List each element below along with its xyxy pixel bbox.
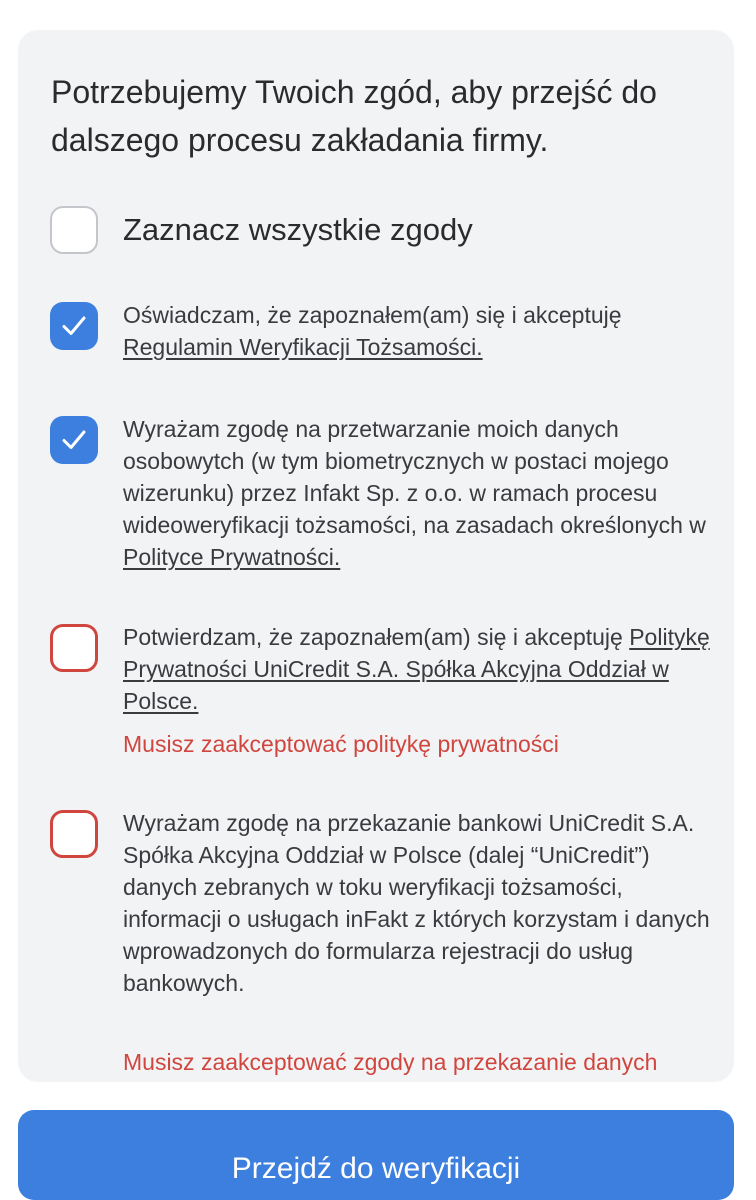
- consent-text-part: Wyrażam zgodę na przekazanie bankowi UniCredit S.A. Spółka Akcyjna Oddział w Polsce (dalej “UniCredit”) danych zebranych w toku weryfikacji tożsamości, informacji o usługach inFakt z których korzystam i danych wprowadzonych do formularza rejestracji do usług bankowych.: [123, 810, 710, 996]
- check-icon: [62, 429, 86, 451]
- consent-checkbox-unicredit-privacy[interactable]: [50, 624, 98, 672]
- consent-card: [18, 30, 734, 1082]
- select-all-label[interactable]: Zaznacz wszystkie zgody: [123, 212, 473, 247]
- check-icon: [62, 315, 86, 337]
- unicredit-privacy-policy-link[interactable]: Politykę Prywatności UniCredit S.A. Spółka Akcyjna Oddział w Polsce.: [123, 624, 710, 714]
- consent-text-biometric-data: [123, 413, 723, 573]
- error-message-data-transfer: Musisz zaakceptować zgody na przekazanie danych: [123, 1049, 658, 1075]
- privacy-policy-link[interactable]: Polityce Prywatności.: [123, 544, 341, 570]
- consent-text-identity-regulation: [123, 299, 723, 363]
- identity-regulation-link[interactable]: Regulamin Weryfikacji Tożsamości.: [123, 334, 483, 360]
- consent-checkbox-data-transfer[interactable]: [50, 810, 98, 858]
- consent-text-data-transfer: [123, 807, 723, 999]
- consent-text-part: Potwierdzam, że zapoznałem(am) się i akceptuję: [123, 624, 630, 650]
- consent-checkbox-identity-regulation[interactable]: [50, 302, 98, 350]
- go-to-verification-button[interactable]: Przejdź do weryfikacji: [18, 1110, 734, 1200]
- error-message-privacy: Musisz zaakceptować politykę prywatności: [123, 731, 559, 757]
- consent-text-part: Oświadczam, że zapoznałem(am) się i akceptuję: [123, 302, 622, 328]
- select-all-checkbox[interactable]: [50, 206, 98, 254]
- consent-text-unicredit-privacy: [123, 621, 723, 717]
- consent-heading: Potrzebujemy Twoich zgód, aby przejść do dalszego procesu zakładania firmy.: [51, 74, 657, 158]
- consent-checkbox-biometric-data[interactable]: [50, 416, 98, 464]
- consent-text-part: Wyrażam zgodę na przetwarzanie moich danych osobowytch (w tym biometrycznych w postaci mojego wizerunku) przez Infakt Sp. z o.o. w ramach procesu wideoweryfikacji tożsamości, na zasadach określonych w: [123, 416, 706, 538]
